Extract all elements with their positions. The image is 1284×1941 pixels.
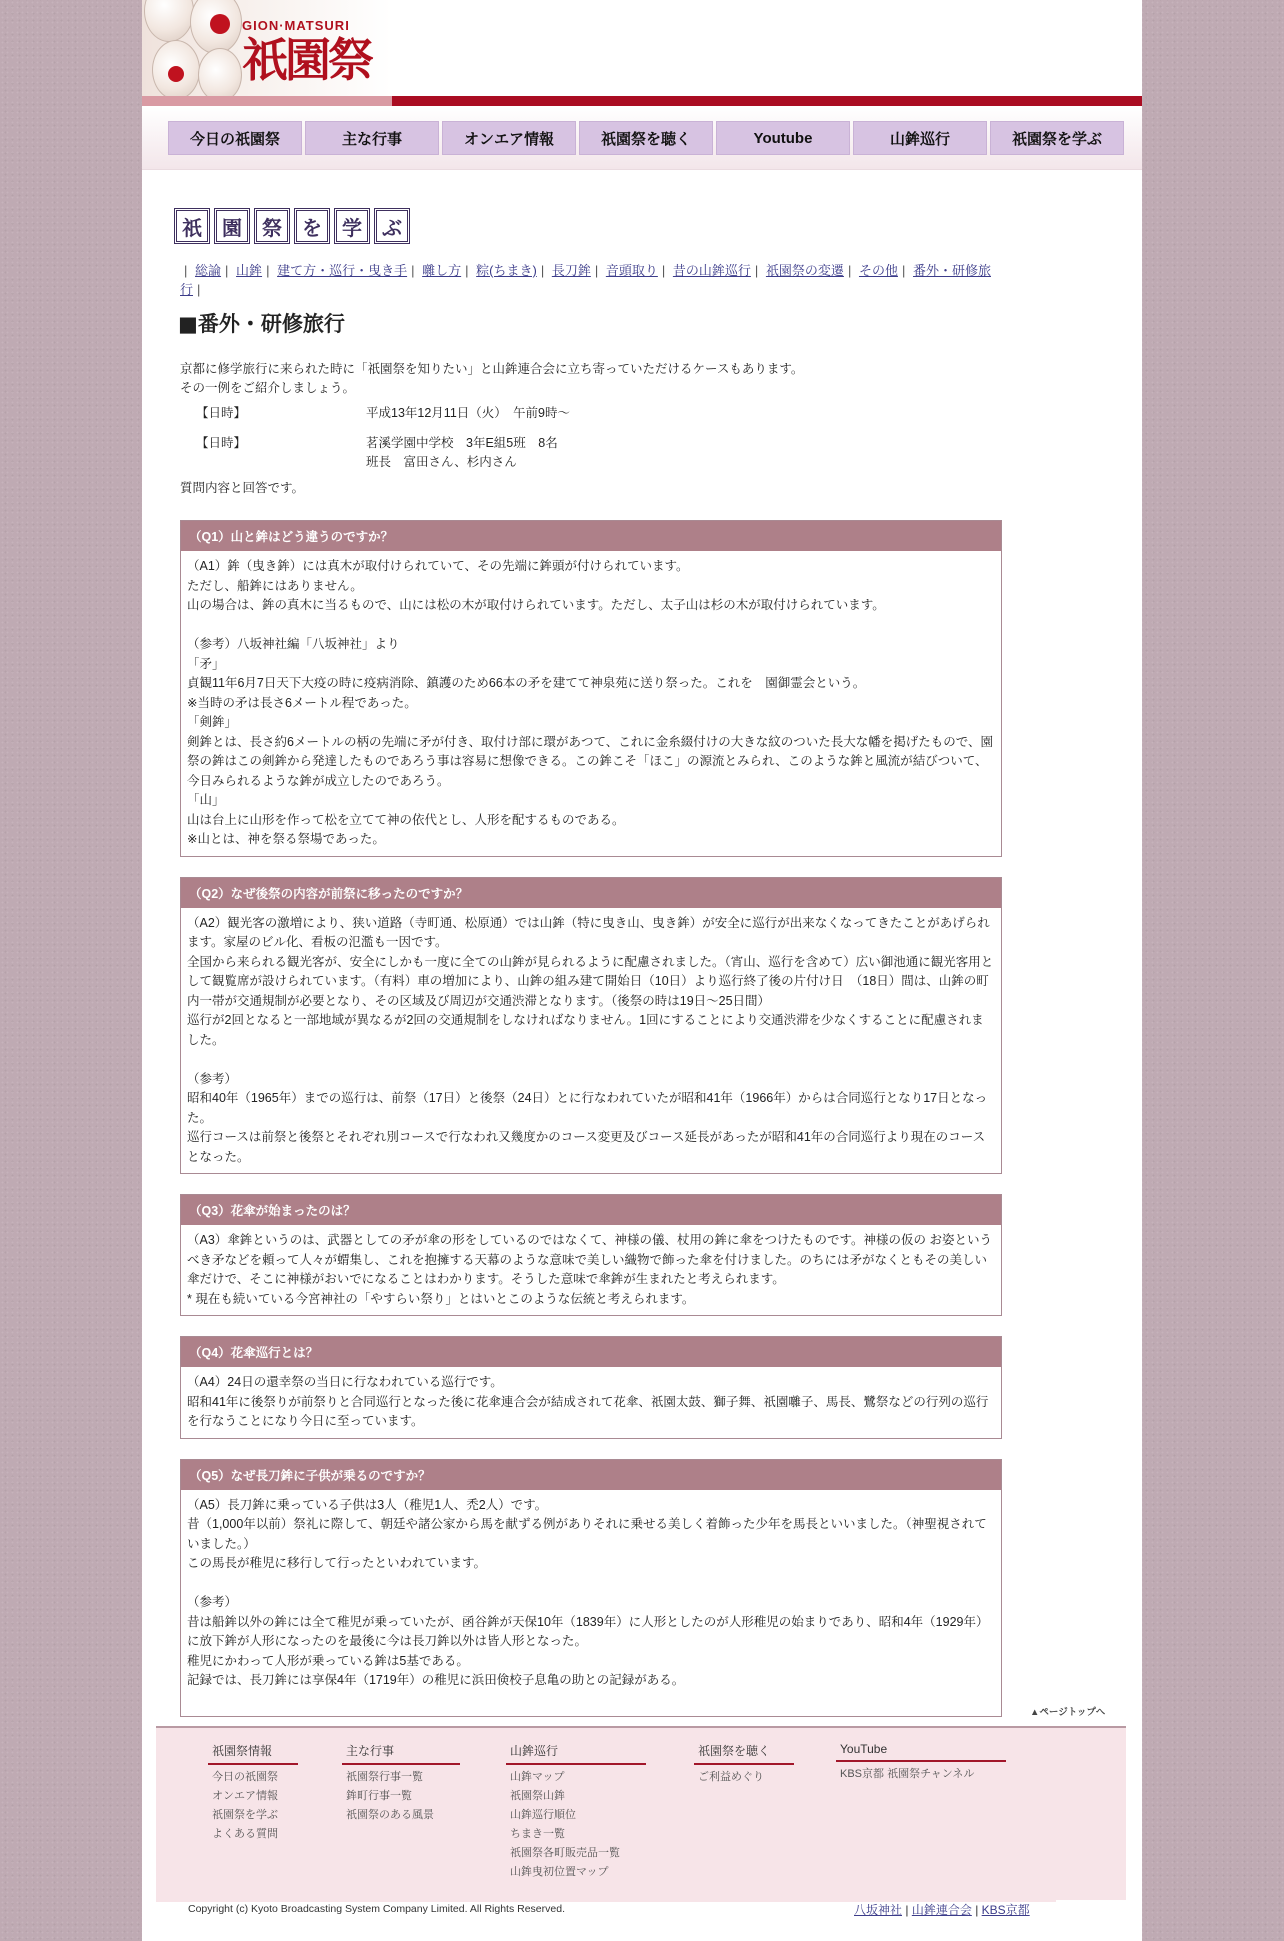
link-yasaka-shrine[interactable]: 八坂神社 — [854, 1903, 903, 1917]
footer-external-links — [854, 1901, 1030, 1918]
separator: | — [975, 1903, 979, 1917]
separator: | — [540, 263, 545, 278]
footer-col-title: 祇園祭情報 — [208, 1742, 298, 1765]
footer-link[interactable]: 祇園祭山鉾 — [510, 1790, 565, 1802]
footer-col-youtube — [836, 1742, 1006, 1781]
copyright: Copyright (c) Kyoto Broadcasting System Company Limited. All Rights Reserved. — [188, 1903, 565, 1915]
learn-page-title — [174, 208, 1000, 244]
separator: | — [901, 263, 906, 278]
title-char: 学 — [334, 208, 370, 244]
nav-today[interactable]: 今日の祇園祭 — [168, 121, 302, 155]
date-label: 【日時】 — [196, 406, 247, 420]
footer — [156, 1726, 1126, 1902]
separator: | — [465, 263, 469, 278]
footer-col-info — [208, 1742, 298, 1841]
answer-text: （A5）長刀鉾に乗っている子供は3人（稚児1人、禿2人）です。 昔（1,000年以前）祭礼に際して、朝廷や諸公家から馬を献ずる例がありそれに乗せる美しく着飾った少年を馬長といいました。（神聖視されていました。） この馬長が稚児に移行して行ったといわれています。 （参考） 昔は船鉾以外の鉾には全て稚児が乗っていたが、函谷鉾が天保10年（1839年）に人形としたのが人形稚児の始まりであり、昭和4年（1929年）に放下鉾が人形になったのを最後に今は長刀鉾以外は皆人形となった。 稚児にかわって人形が乗っている鉾は5基である。 記録では、長刀鉾には享保4年（1719年）の稚児に浜田倹校子息亀の助との記録がある。 — [187, 1497, 989, 1687]
title-char: を — [294, 208, 330, 244]
footer-link[interactable]: ちまき一覧 — [510, 1828, 565, 1840]
separator: | — [661, 263, 666, 278]
title-char: ぶ — [374, 208, 410, 244]
sublink-study-trip[interactable]: 番外・研修旅行 — [180, 263, 991, 297]
title-char: 祭 — [254, 208, 290, 244]
footer-col-procession — [506, 1742, 646, 1879]
lantern-icon — [198, 48, 242, 96]
qa-block-q3 — [180, 1194, 1002, 1316]
footer-link[interactable]: 祇園祭各町販売品一覧 — [510, 1847, 620, 1859]
title-char: 園 — [214, 208, 250, 244]
separator: | — [197, 282, 201, 297]
question-header: （Q1）山と鉾はどう違うのですか？ — [181, 521, 1001, 551]
footer-col-events — [342, 1742, 460, 1822]
separator: | — [411, 263, 415, 278]
nav-procession[interactable]: 山鉾巡行 — [853, 121, 987, 155]
separator: | — [594, 263, 599, 278]
footer-link[interactable]: 山鉾マップ — [510, 1771, 565, 1783]
footer-link[interactable]: よくある質問 — [212, 1828, 278, 1840]
visitor-value: 茗溪学園中学校 3年E組5班 8名 班長 富田さん、杉内さん — [366, 436, 558, 469]
sublink-history[interactable]: 祇園祭の変遷 — [765, 263, 844, 278]
header-red-bar — [392, 96, 1142, 106]
qa-block-q1 — [180, 520, 1002, 857]
answer-text: （A1）鉾（曳き鉾）には真木が取付けられていて、その先端に鉾頭が付けられています。 ただし、船鉾にはありません。 山の場合は、鉾の真木に当るもので、山には松の木が取付けられています。ただし、太子山は杉の木が取付けられています。 （参考）八坂神社編「八坂神社」より 「矛」 貞観11年6月7日天下大疫の時に疫病消除、鎮護のため66本の矛を建てて神泉苑に送り祭った。これを 園御霊会という。 ※当時の矛は長さ6メートル程であった。 「剣鉾」 剣鉾とは、長さ約6メートルの柄の先端に矛が付き、取付け部に環があつて、これに金糸綴付けの大きな紋のついた長大な幡を掲げたもので、園祭の鉾はこの剣鉾から発達したものであろう事は容易に想像できる。この鉾こそ「ほこ」の源流とみられ、このような鉾と風流が結びついて、今日みられるような鉾が成立したのであろう。 「山」 山は台上に山形を作って松を立てて神の依代とし、人形を配するものである。 ※山とは、神を祭る祭場であった。 — [187, 559, 993, 846]
footer-link[interactable]: ご利益めぐり — [698, 1771, 764, 1783]
separator: | — [754, 263, 759, 278]
nav-learn[interactable]: 祇園祭を学ぶ — [990, 121, 1124, 155]
logo-text-jp: 祇園祭 — [242, 33, 371, 87]
visitor-row — [180, 434, 1000, 472]
link-kbs-kyoto[interactable]: KBS京都 — [981, 1903, 1030, 1917]
footer-link[interactable]: 山鉾巡行順位 — [510, 1809, 576, 1821]
sublink-ondotori[interactable]: 音頭取り — [605, 263, 658, 278]
sub-navigation — [180, 260, 1000, 298]
nav-listen[interactable]: 祇園祭を聴く — [579, 121, 713, 155]
visitor-label: 【日時】 — [196, 436, 247, 450]
footer-link[interactable]: KBS京都 祇園祭チャンネル — [840, 1768, 975, 1780]
gion-matsuri-logo[interactable] — [142, 0, 392, 96]
separator: | — [225, 263, 229, 278]
sublink-overview[interactable]: 総論 — [195, 263, 222, 278]
sublink-other[interactable]: その他 — [858, 263, 898, 278]
footer-link[interactable]: オンエア情報 — [212, 1790, 278, 1802]
page-top-link[interactable]: ▲ページトップへ — [1030, 1707, 1106, 1718]
logo-text-en: GION·MATSURI — [242, 18, 350, 33]
answer-text: （A4）24日の還幸祭の当日に行なわれている巡行です。 昭和41年に後祭りが前祭りと合同巡行となった後に花傘連合会が結成されて花傘、祇園太鼓、獅子舞、祇園囃子、馬長、鷺祭などの行列の巡行を行なうことになり今日に至っています。 — [187, 1375, 989, 1428]
answer-text: （A3）傘鉾というのは、武器としての矛が傘の形をしているのではなくて、神様の儀、杖用の鉾に傘をつけたものです。神様の仮の お姿というべき矛などを頼って人々が蝟集し、これを抱擁する天幕のような意味で美しい織物で飾った傘を付けました。のちには矛がなくともその美しい傘だけで、そこに神様がおいでになることはわかります。そうした意味で傘鉾が生まれたと考えられます。 * 現在も続いている今宮神社の「やすらい祭り」とはいとこのような伝統と考えられます。 — [187, 1233, 993, 1306]
separator: | — [266, 263, 270, 278]
footer-corner — [1056, 1900, 1128, 1941]
answer-text: （A2）観光客の激増により、狭い道路（寺町通、松原通）では山鉾（特に曳き山、曳き鉾）が安全に巡行が出来なくなってきたことがあげられます。家屋のビル化、看板の氾濫も一因です。 全国から来られる観光客が、安全にしかも一度に全ての山鉾が見られるように配慮されました。（宵山、巡行を含めて）広い御池通に観光客用として観覧席が設けられています。（有料）車の増加により、山鉾の組み建て開始日（10日）より巡行終了後の片付け日 （18日）間は、山鉾の町内一帯が交通規制が必要となり、その区域及び周辺が交通渋滞となります。（後祭の時は19日〜25日間） 巡行が2回となると一部地域が異なるが2回の交通規制をしなければなりません。1回にすることにより交通渋滞を少なくすることに配慮されました。 （参考） 昭和40年（1965年）までの巡行は、前祭（17日）と後祭（24日）とに行なわれていたが昭和41年（1966年）からは合同巡行となり17日となった。 巡行コースは前祭と後祭とそれぞれ別コースで行なわれ又幾度かのコース変更及びコース延長があったが昭和41年の合同巡行より現在のコースとなった。 — [187, 915, 994, 1164]
question-header: （Q3）花傘が始まったのは？ — [181, 1195, 1001, 1225]
sublink-building[interactable]: 建て方・巡行・曳き手 — [277, 263, 408, 278]
sublink-naginata[interactable]: 長刀鉾 — [551, 263, 591, 278]
lantern-icon — [144, 0, 194, 42]
nav-youtube[interactable]: Youtube — [716, 121, 850, 155]
tomoe-crest-icon — [168, 66, 184, 82]
footer-col-title: 主な行事 — [342, 1742, 460, 1765]
qa-block-q5 — [180, 1459, 1002, 1718]
link-yamahoko-association[interactable]: 山鉾連合会 — [911, 1903, 972, 1917]
tomoe-crest-icon — [210, 14, 230, 34]
main-content — [180, 208, 1000, 1717]
sublink-yamahoko[interactable]: 山鉾 — [236, 263, 263, 278]
qa-block-q2 — [180, 877, 1002, 1175]
nav-onair[interactable]: オンエア情報 — [442, 121, 576, 155]
date-row — [180, 404, 1000, 423]
question-header: （Q5）なぜ長刀鉾に子供が乗るのですか？ — [181, 1460, 1001, 1490]
separator: | — [905, 1903, 909, 1917]
footer-col-title: 祇園祭を聴く — [694, 1742, 794, 1765]
global-nav-area — [142, 107, 1142, 170]
qa-intro: 質問内容と回答です。 — [180, 481, 305, 495]
separator: | — [184, 263, 188, 278]
footer-link[interactable]: 祇園祭行事一覧 — [346, 1771, 423, 1783]
footer-link[interactable]: 今日の祇園祭 — [212, 1771, 278, 1783]
sublink-old-procession[interactable]: 昔の山鉾巡行 — [672, 263, 751, 278]
nav-main-events[interactable]: 主な行事 — [305, 121, 439, 155]
footer-col-title: YouTube — [836, 1742, 1006, 1762]
footer-col-listen — [694, 1742, 794, 1784]
question-header: （Q2）なぜ後祭の内容が前祭に移ったのですか？ — [181, 878, 1001, 908]
title-char: 祇 — [174, 208, 210, 244]
footer-link[interactable]: 祇園祭を学ぶ — [212, 1809, 278, 1821]
qa-block-q4 — [180, 1336, 1002, 1439]
separator: | — [847, 263, 852, 278]
footer-link[interactable]: 鉾町行事一覧 — [346, 1790, 412, 1802]
date-value: 平成13年12月11日（火） 午前9時〜 — [366, 406, 570, 420]
page — [142, 0, 1142, 1941]
section-title: ■番外・研修旅行 — [178, 311, 345, 336]
header-bar-left — [142, 96, 392, 106]
intro-text: 京都に修学旅行に来られた時に「祇園祭を知りたい」と山鉾連合会に立ち寄っていただけるケースもあります。 その一例をご紹介しましょう。 — [180, 362, 804, 395]
sublink-chimaki[interactable]: 粽(ちまき) — [476, 263, 537, 278]
footer-link[interactable]: 祇園祭のある風景 — [346, 1809, 434, 1821]
question-header: （Q4）花傘巡行とは？ — [181, 1337, 1001, 1367]
sublink-hayashi[interactable]: 囃し方 — [422, 263, 462, 278]
global-nav — [168, 121, 1127, 155]
header — [142, 0, 1142, 107]
footer-link[interactable]: 山鉾曳初位置マップ — [510, 1866, 609, 1878]
footer-col-title: 山鉾巡行 — [506, 1742, 646, 1765]
